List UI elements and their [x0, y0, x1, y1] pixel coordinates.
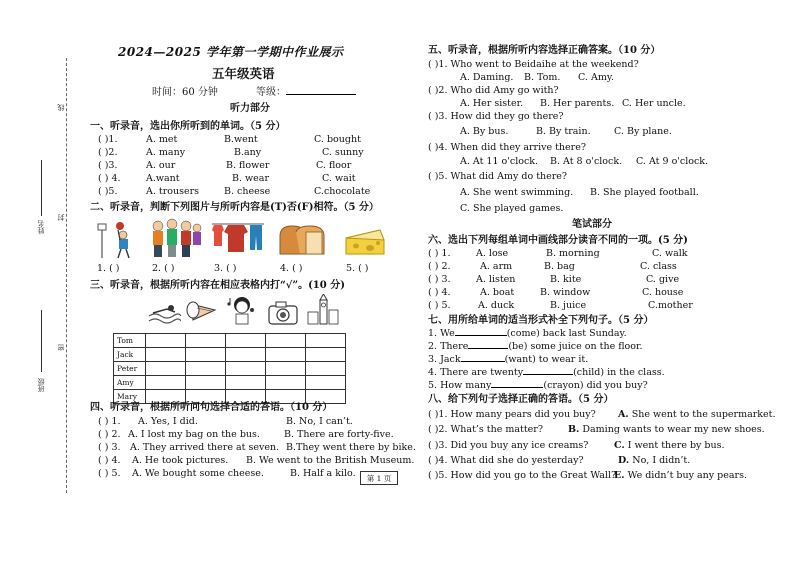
s8-question[interactable]: ( )2. What’s the matter?: [428, 424, 543, 435]
s5-question[interactable]: ( )3. How did they go there?: [428, 111, 564, 122]
s1-opt-c: C. sunny: [322, 147, 364, 158]
s6-opt-a: A. duck: [478, 300, 515, 311]
s8-answer: A. She went to the supermarket.: [618, 409, 776, 420]
s5-opt-b: B. Tom.: [524, 72, 561, 83]
s6-opt-c: C. house: [642, 287, 684, 298]
s5-question[interactable]: ( )5. What did Amy do there?: [428, 171, 568, 182]
s8-question[interactable]: ( )4. What did she do yesterday?: [428, 455, 584, 466]
s7-item: 3. Jack (want) to wear it.: [428, 354, 589, 365]
s6-opt-b: B. bag: [544, 261, 575, 272]
check-cell[interactable]: [226, 348, 266, 362]
s5-question[interactable]: ( )4. When did they arrive there?: [428, 142, 586, 153]
clothesline-image: [210, 220, 266, 260]
s6-opt-a: A. listen: [476, 274, 516, 285]
s5-question[interactable]: ( )1. Who went to Beidaihe at the weekend?: [428, 59, 639, 70]
s5-opt-b: B. She played football.: [590, 187, 699, 198]
s6-opt-b: B. juice: [550, 300, 587, 311]
s1-opt-a: A. many: [146, 147, 186, 158]
section3-table: [113, 333, 346, 404]
s8-question[interactable]: ( )5. How did you go to the Great Wall?: [428, 470, 617, 481]
s1-opt-a: A. our: [146, 160, 176, 171]
s6-opt-b: B. window: [540, 287, 591, 298]
check-cell[interactable]: [266, 334, 306, 348]
check-cell[interactable]: [266, 362, 306, 376]
s4-num[interactable]: ( ) 5.: [98, 468, 121, 479]
s1-num[interactable]: ( ) 4.: [98, 173, 121, 184]
s1-opt-b: B. cheese: [224, 186, 271, 197]
s4-num[interactable]: ( ) 4.: [98, 455, 121, 466]
s1-opt-b: B. wear: [232, 173, 269, 184]
section6-heading: 六、选出下列每组单词中画线部分读音不同的一项。(5 分): [428, 235, 688, 246]
s6-opt-a: A. arm: [480, 261, 513, 272]
binding-label-line: 线: [57, 104, 65, 111]
s8-answer: D. No, I didn’t.: [618, 455, 691, 466]
section8-heading: 八、给下列句子选择正确的答语。（5 分）: [428, 394, 614, 405]
check-cell[interactable]: [306, 348, 346, 362]
s1-opt-b: B.any: [234, 147, 262, 158]
s5-opt-a: A. By bus.: [460, 126, 509, 137]
s6-num[interactable]: ( ) 2.: [428, 261, 451, 272]
part-writing-title: 笔试部分: [572, 219, 612, 230]
class-field-line[interactable]: [41, 310, 42, 372]
row-name: Jack: [114, 348, 146, 362]
check-cell[interactable]: [266, 348, 306, 362]
s2-answer-3[interactable]: 3. ( ): [214, 263, 237, 274]
grade-label: 等级：: [256, 88, 356, 98]
s1-opt-c: C. bought: [314, 134, 361, 145]
s6-num[interactable]: ( ) 4.: [428, 287, 451, 298]
s7-blank[interactable]: [491, 387, 543, 388]
section4-heading: 四、听录音，根据所听问句选择合适的答语。（10 分）: [90, 402, 333, 413]
exam-subject: 五年级英语: [212, 66, 275, 81]
s5-opt-c: C. She played games.: [460, 203, 564, 214]
grade-input[interactable]: [286, 94, 356, 95]
check-cell[interactable]: [186, 362, 226, 376]
check-cell[interactable]: [186, 334, 226, 348]
s5-opt-c: C. At 9 o'clock.: [636, 156, 709, 167]
s1-opt-a: A. trousers: [146, 186, 200, 197]
table-row: [114, 362, 346, 376]
check-cell[interactable]: [226, 362, 266, 376]
s7-blank[interactable]: [468, 348, 508, 349]
s5-opt-c: C. Her uncle.: [622, 98, 686, 109]
children-group-image: [148, 214, 202, 260]
s4-opt-a: A. I lost my bag on the bus.: [128, 429, 260, 440]
check-cell[interactable]: [226, 376, 266, 390]
check-cell[interactable]: [146, 348, 186, 362]
binding-label-seal: 封: [57, 214, 65, 221]
basketball-player-image: [96, 218, 142, 260]
s4-opt-b: B. No, I can’t.: [286, 416, 353, 427]
row-name: Mary: [114, 390, 146, 404]
check-cell[interactable]: [226, 334, 266, 348]
s6-num[interactable]: ( ) 5.: [428, 300, 451, 311]
s4-opt-b: B.They went there by bike.: [286, 442, 416, 453]
s7-blank[interactable]: [461, 361, 505, 362]
table-row: [114, 334, 346, 348]
s5-opt-b: B. Her parents.: [540, 98, 615, 109]
check-cell[interactable]: [306, 334, 346, 348]
s6-opt-b: B. morning: [546, 248, 600, 259]
s1-opt-b: B.went: [224, 134, 258, 145]
name-field-label: 姓名: [37, 220, 45, 234]
section3-heading: 三、听录音，根据所听内容在相应表格内打“√”。(10 分): [90, 280, 345, 291]
bread-image: [276, 222, 330, 258]
section5-heading: 五、听录音，根据所听内容选择正确答案。（10 分）: [428, 45, 661, 56]
s6-opt-b: B. kite: [550, 274, 582, 285]
s6-num[interactable]: ( ) 1.: [428, 248, 451, 259]
s7-item: 5. How many (crayon) did you buy?: [428, 380, 648, 391]
exam-title: 2024—2025 学年第一学期中作业展示: [118, 45, 344, 59]
singing-girl-icon: [226, 294, 260, 326]
s8-answer: C. I went there by bus.: [614, 440, 725, 451]
time-limit: 时间：60 分钟: [152, 87, 218, 98]
s5-opt-b: B. By train.: [536, 126, 591, 137]
table-row: [114, 376, 346, 390]
s5-opt-b: B. At 8 o'clock.: [550, 156, 623, 167]
s5-opt-a: A. At 11 o'clock.: [460, 156, 539, 167]
ice-cream-icon: [185, 296, 219, 326]
s4-opt-b: B. We went to the British Museum.: [246, 455, 415, 466]
s6-opt-c: C. walk: [652, 248, 688, 259]
s8-answer: B. Daming wants to wear my new shoes.: [568, 424, 765, 435]
camera-icon: [266, 298, 300, 326]
s4-opt-b: B. There are forty-five.: [284, 429, 394, 440]
s7-blank[interactable]: [523, 374, 573, 375]
s4-opt-a: A. They arrived there at seven.: [130, 442, 280, 453]
s5-opt-a: A. Her sister.: [460, 98, 524, 109]
s5-opt-a: A. Daming.: [460, 72, 514, 83]
s7-item: 2. There (be) some juice on the floor.: [428, 341, 643, 352]
s6-opt-a: A. boat: [480, 287, 515, 298]
check-cell[interactable]: [306, 362, 346, 376]
check-cell[interactable]: [266, 376, 306, 390]
s2-answer-5[interactable]: 5. ( ): [346, 263, 369, 274]
s5-opt-a: A. She went swimming.: [460, 187, 574, 198]
big-ben-icon: [306, 294, 340, 326]
s6-num[interactable]: ( ) 3.: [428, 274, 451, 285]
s6-opt-c: C.mother: [648, 300, 693, 311]
s2-answer-1[interactable]: 1. ( ): [97, 263, 120, 274]
part-listening-title: 听力部分: [230, 103, 270, 114]
s4-num[interactable]: ( ) 3.: [98, 442, 121, 453]
row-name: Amy: [114, 376, 146, 390]
check-cell[interactable]: [306, 376, 346, 390]
s8-question[interactable]: ( )3. Did you buy any ice creams?: [428, 440, 589, 451]
s4-num[interactable]: ( ) 2.: [98, 429, 121, 440]
check-cell[interactable]: [186, 348, 226, 362]
s1-opt-a: A.want: [146, 173, 180, 184]
s1-num[interactable]: ( )1.: [98, 134, 118, 145]
table-row: [114, 348, 346, 362]
check-cell[interactable]: [146, 362, 186, 376]
s7-item: 1. We (come) back last Sunday.: [428, 328, 627, 339]
s5-opt-c: C. By plane.: [614, 126, 672, 137]
s1-opt-a: A. met: [146, 134, 178, 145]
s6-opt-c: C. class: [640, 261, 677, 272]
class-field-label: 班级: [37, 378, 45, 392]
binding-line: [66, 58, 67, 493]
s1-opt-c: C.chocolate: [314, 186, 371, 197]
binding-label-secret: 密: [57, 344, 65, 351]
s5-opt-c: C. Amy.: [578, 72, 614, 83]
s8-answer: E. We didn’t buy any pears.: [614, 470, 747, 481]
s5-question[interactable]: ( )2. Who did Amy go with?: [428, 85, 559, 96]
s1-opt-c: C. wait: [322, 173, 356, 184]
check-cell[interactable]: [186, 376, 226, 390]
page-number: 第 1 页: [360, 471, 398, 485]
section7-heading: 七、用所给单词的适当形式补全下列句子。（5 分）: [428, 315, 654, 326]
s4-opt-b: B. Half a kilo.: [290, 468, 356, 479]
section1-heading: 一、听录音，选出你所听到的单词。（5 分）: [90, 121, 286, 132]
row-name: Tom: [114, 334, 146, 348]
row-name: Peter: [114, 362, 146, 376]
s4-num[interactable]: ( ) 1.: [98, 416, 121, 427]
swimming-icon: [147, 296, 181, 326]
s7-item: 4. There are twenty (child) in the class.: [428, 367, 665, 378]
s4-opt-a: A. Yes, I did.: [138, 416, 198, 427]
s6-opt-c: C. give: [646, 274, 680, 285]
s6-opt-a: A. lose: [476, 248, 509, 259]
s1-num[interactable]: ( )2.: [98, 147, 118, 158]
s2-answer-2[interactable]: 2. ( ): [152, 263, 175, 274]
section2-heading: 二、听录音，判断下列图片与所听内容是(T)否(F)相符。（5 分）: [90, 202, 379, 213]
s4-opt-a: A. We bought some cheese.: [132, 468, 264, 479]
s1-opt-b: B. flower: [226, 160, 270, 171]
s2-answer-4[interactable]: 4. ( ): [280, 263, 303, 274]
s1-num[interactable]: ( )3.: [98, 160, 118, 171]
check-cell[interactable]: [146, 334, 186, 348]
s8-question[interactable]: ( )1. How many pears did you buy?: [428, 409, 596, 420]
s7-blank[interactable]: [455, 335, 507, 336]
check-cell[interactable]: [146, 376, 186, 390]
s1-num[interactable]: ( )5.: [98, 186, 118, 197]
s1-opt-c: C. floor: [316, 160, 352, 171]
name-field-line[interactable]: [41, 160, 42, 216]
s4-opt-a: A. He took pictures.: [132, 455, 229, 466]
cheese-image: [342, 226, 388, 258]
